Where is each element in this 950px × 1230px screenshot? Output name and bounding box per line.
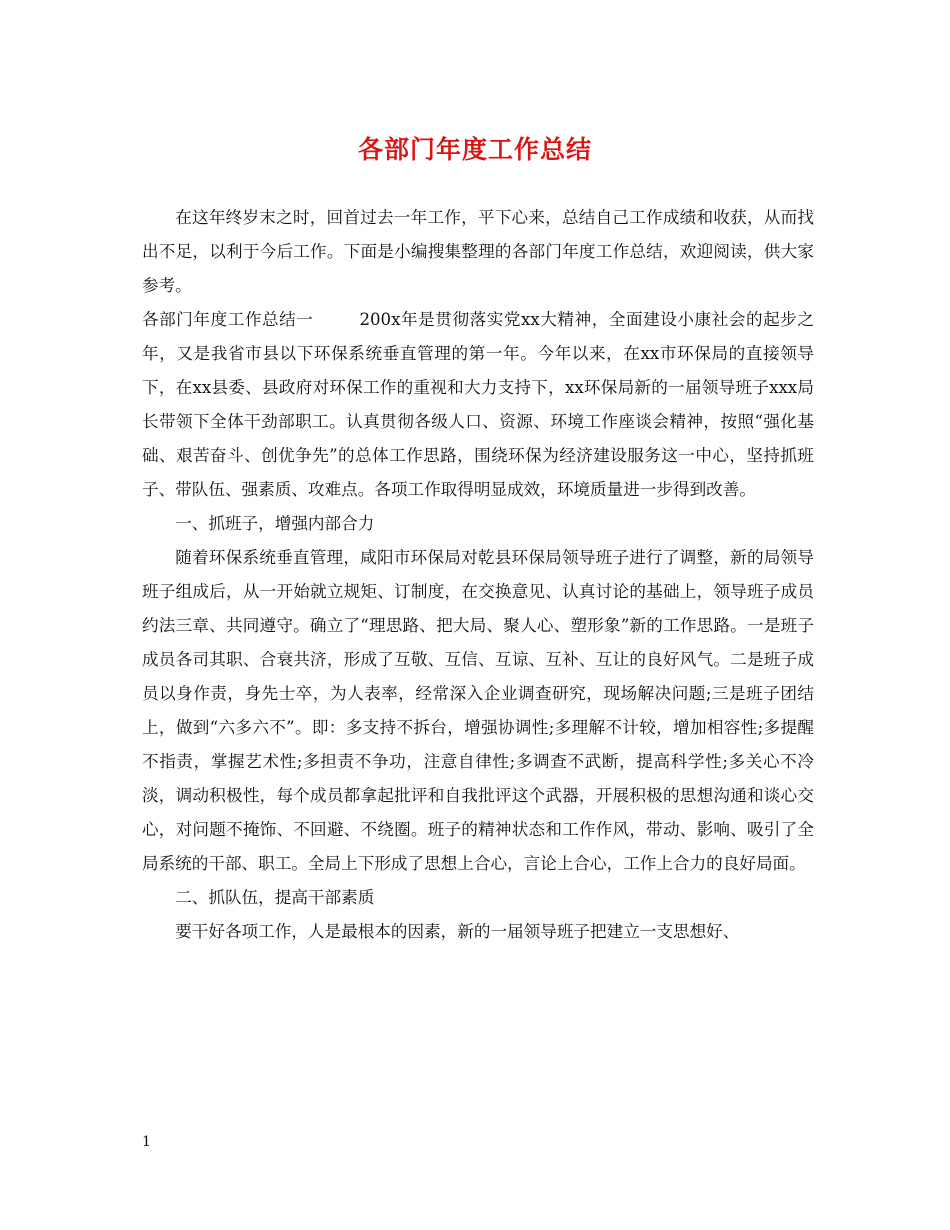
- section-one-paragraph: [142, 303, 814, 507]
- paragraph-two: 要干好各项工作，人是最根本的因素，新的一届领导班子把建立一支思想好、: [175, 922, 740, 941]
- section-one-label: 各部门年度工作总结一: [142, 310, 314, 329]
- intro-paragraph: 在这年终岁末之时，回首过去一年工作，平下心来，总结自己工作成绩和收获，从而找出不足，以利于今后工作。下面是小编搜集整理的各部门年度工作总结，欢迎阅读，供大家参考。: [142, 208, 814, 295]
- document-body: [142, 201, 814, 949]
- section-one-text: 200x年是贯彻落实党xx大精神，全面建设小康社会的起步之年，又是我省市县以下环保系统垂直管理的第一年。今年以来，在xx市环保局的直接领导下，在xx县委、县政府对环保工作的重视和大力支持下，xx环保局新的一届领导班子xxx局长带领下全体干劲部职工。认真贯彻各级人口、资源、环境工作座谈会精神，按照“强化基础、艰苦奋斗、创优争先”的总体工作思路，围绕环保为经济建设服务这一中心，坚持抓班子、带队伍、强素质、攻难点。各项工作取得明显成效，环境质量进一步得到改善。: [142, 310, 815, 499]
- page-number: 1: [142, 1134, 151, 1150]
- paragraph-one: 随着环保系统垂直管理，咸阳市环保局对乾县环保局领导班子进行了调整，新的局领导班子组成后，从一开始就立规矩、订制度，在交换意见、认真讨论的基础上，领导班子成员约法三章、共同遵守。确立了“理思路、把大局、聚人心、塑形象”新的工作思路。一是班子成员各司其职、合衰共济，形成了互敬、互信、互谅、互补、互让的良好风气。二是班子成员以身作责，身先士卒，为人表率，经常深入企业调查研究，现场解决问题;三是班子团结上，做到“六多六不”。即：多支持不拆台，增强协调性;多理解不计较，增加相容性;多提醒不指责，掌握艺术性;多担责不争功，注意自律性;多调查不武断，提高科学性;多关心不冷淡，调动积极性，每个成员都拿起批评和自我批评这个武器，开展积极的思想沟通和谈心交心，对问题不掩饰、不回避、不绕圈。班子的精神状态和工作作风，带动、影响、吸引了全局系统的干部、职工。全局上下形成了思想上合心，言论上合心，工作上合力的良好局面。: [142, 548, 814, 873]
- document-title: 各部门年度工作总结: [357, 135, 592, 164]
- heading-one: 一、抓班子，增强内部合力: [175, 514, 375, 533]
- heading-two: 二、抓队伍，提高干部素质: [175, 888, 375, 907]
